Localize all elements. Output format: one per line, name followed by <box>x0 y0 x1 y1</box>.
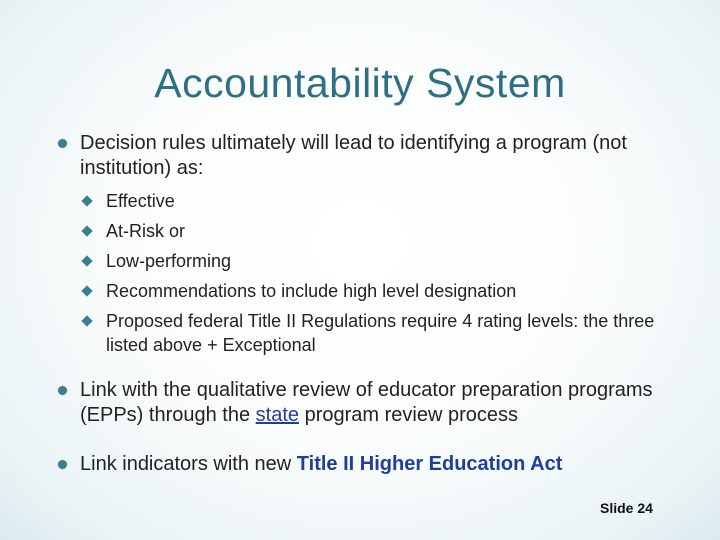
bullet-text-part: program review process <box>299 404 518 426</box>
title-ii-emphasis: Title II Higher Education Act <box>296 453 563 475</box>
bullet-decision-rules <box>58 131 678 181</box>
diamond-bullet-icon <box>81 255 92 266</box>
bullet-dot-icon <box>58 386 67 395</box>
list-item-text: Recommendations to include high level designation <box>106 281 517 301</box>
list-item-text: Proposed federal Title II Regulations require 4 rating levels: the three listed above + Exceptional <box>106 311 655 355</box>
diamond-bullet-icon <box>81 285 92 296</box>
bullet-text <box>80 378 678 428</box>
list-item <box>80 279 680 303</box>
bullet-text <box>80 452 678 477</box>
list-item <box>80 249 680 273</box>
list-item <box>80 219 680 243</box>
state-link[interactable]: state <box>255 404 300 426</box>
diamond-bullet-icon <box>81 225 92 236</box>
list-item <box>80 189 680 213</box>
bullet-qualitative-review <box>58 378 678 428</box>
bullet-text: Decision rules ultimately will lead to identifying a program (not institution) as: <box>80 132 627 179</box>
diamond-bullet-icon <box>81 315 92 326</box>
bullet-text-part: Link indicators with new <box>80 453 297 475</box>
list-item-text: At-Risk or <box>106 221 186 241</box>
bullet-dot-icon <box>58 460 67 469</box>
diamond-bullet-icon <box>81 195 92 206</box>
list-item-text: Low-performing <box>106 251 232 271</box>
list-item-text: Effective <box>106 191 175 211</box>
bullet-dot-icon <box>58 139 67 148</box>
bullet-link-indicators <box>58 452 678 477</box>
slide-title: Accountability System <box>154 60 566 106</box>
slide-number: Slide 24 <box>600 500 653 516</box>
bullet-text-part: Link with the qualitative review of educator preparation programs (EPPs) through the <box>80 379 653 426</box>
list-item <box>80 309 680 357</box>
